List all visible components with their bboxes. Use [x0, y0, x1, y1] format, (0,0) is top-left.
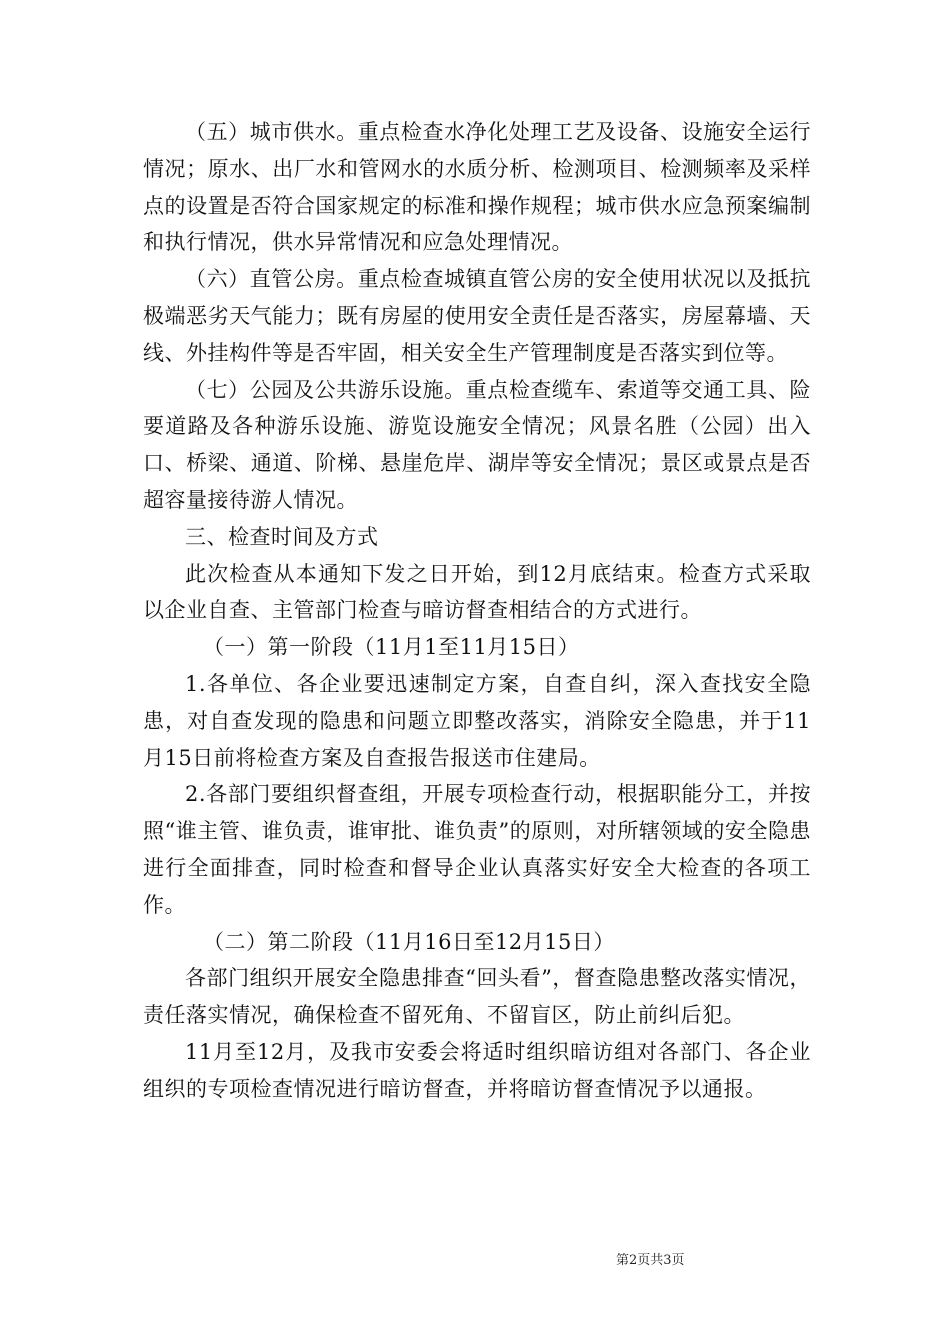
phase-two-item-2: 11月至12月，及我市安委会将适时组织暗访组对各部门、各企业组织的专项检查情况进行暗访督查，并将暗访督查情况予以通报。: [143, 1039, 811, 1101]
phase-one-item-2: 2.各部门要组织督查组，开展专项检查行动，根据职能分工，并按照“谁主管、谁负责，谁审批、谁负责”的原则，对所辖领域的安全隐患进行全面排查，同时检查和督导企业认真落实好安全大检查的各项工作。: [143, 782, 811, 917]
phase-one-heading: （一）第一阶段（11月1至11月15日）: [203, 635, 580, 660]
paragraph-public-housing: （六）直管公房。重点检查城镇直管公房的安全使用状况以及抵抗极端恶劣天气能力；既有房屋的使用安全责任是否落实，房屋幕墙、天线、外挂构件等是否牢固，相关安全生产管理制度是否落实到位等。: [143, 267, 811, 365]
page-number-footer: 第2页共3页: [616, 1253, 685, 1268]
paragraph-city-water-supply: （五）城市供水。重点检查水净化处理工艺及设备、设施安全运行情况；原水、出厂水和管网水的水质分析、检测项目、检测频率及采样点的设置是否符合国家规定的标准和操作规程；城市供水应急预案编制和执行情况，供水异常情况和应急处理情况。: [143, 120, 811, 255]
section-three-heading: 三、检查时间及方式: [185, 524, 379, 549]
phase-one-item-1: 1.各单位、各企业要迅速制定方案，自查自纠，深入查找安全隐患，对自查发现的隐患和问题立即整改落实，消除安全隐患，并于11月15日前将检查方案及自查报告报送市住建局。: [143, 671, 811, 770]
document-body: [143, 114, 811, 1108]
section-three-intro: 此次检查从本通知下发之日开始，到12月底结束。检查方式采取以企业自查、主管部门检查与暗访督查相结合的方式进行。: [143, 561, 811, 623]
phase-two-item-1: 各部门组织开展安全隐患排查“回头看”，督查隐患整改落实情况，责任落实情况，确保检查不留死角、不留盲区，防止前纠后犯。: [143, 966, 811, 1028]
phase-two-heading: （二）第二阶段（11月16日至12月15日）: [203, 929, 615, 954]
paragraph-parks-amusement: （七）公园及公共游乐设施。重点检查缆车、索道等交通工具、险要道路及各种游乐设施、游览设施安全情况；风景名胜（公园）出入口、桥梁、通道、阶梯、悬崖危岸、湖岸等安全情况；景区或景点是否超容量接待游人情况。: [143, 377, 811, 512]
